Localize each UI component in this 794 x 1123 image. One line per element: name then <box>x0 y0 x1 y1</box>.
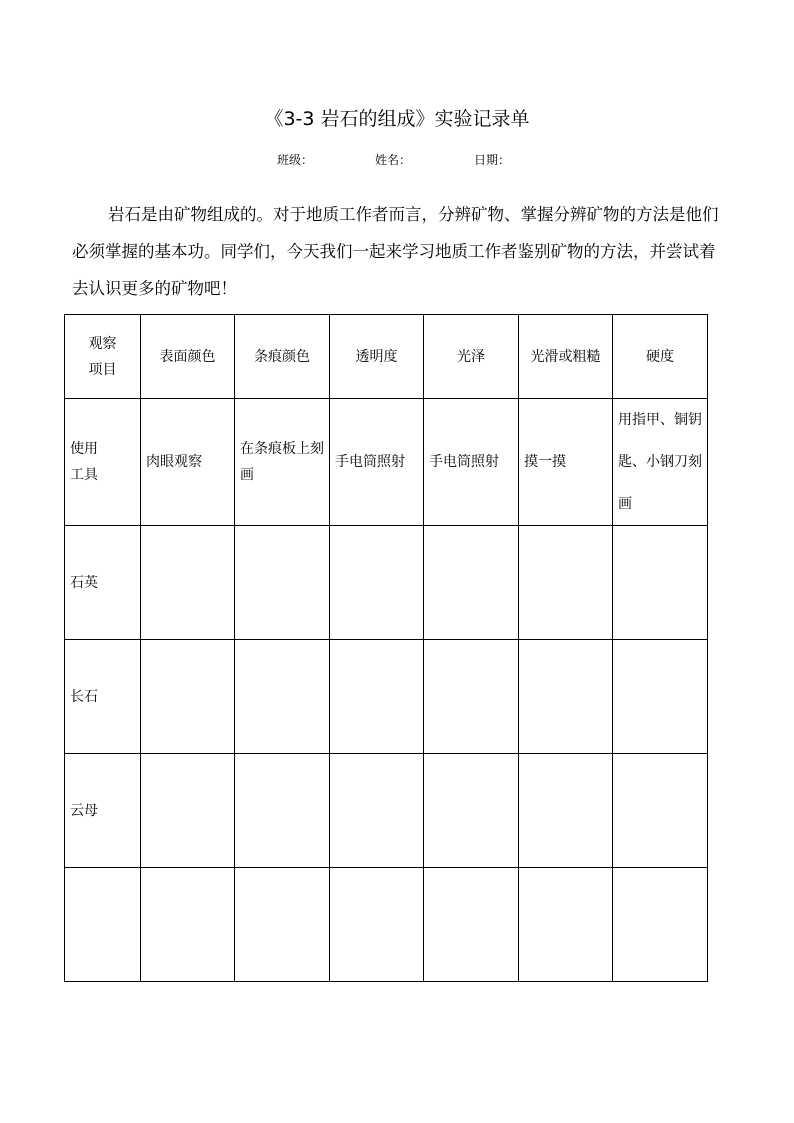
column-header-hardness: 硬度 <box>613 315 708 399</box>
blank-answer-cell[interactable] <box>235 526 330 640</box>
table-row <box>65 754 708 868</box>
blank-answer-cell[interactable] <box>613 526 708 640</box>
intro-paragraph: 岩石是由矿物组成的。对于地质工作者而言，分辨矿物、掌握分辨矿物的方法是他们必须掌握的基本功。同学们，今天我们一起来学习地质工作者鉴别矿物的方法，并尝试着去认识更多的矿物吧！ <box>72 205 719 298</box>
corner-cell <box>65 315 141 399</box>
table-header-row <box>65 315 708 399</box>
blank-answer-cell[interactable] <box>424 868 519 982</box>
blank-answer-cell[interactable] <box>519 868 613 982</box>
blank-answer-cell[interactable] <box>330 526 424 640</box>
blank-answer-cell[interactable] <box>519 754 613 868</box>
blank-answer-cell[interactable] <box>613 640 708 754</box>
blank-answer-cell[interactable] <box>235 868 330 982</box>
mineral-name: 云母 <box>65 754 141 868</box>
tool-cell: 手电筒照射 <box>330 399 424 526</box>
blank-answer-cell[interactable] <box>613 754 708 868</box>
blank-answer-cell[interactable] <box>424 754 519 868</box>
blank-answer-cell[interactable] <box>519 640 613 754</box>
page-title: 《3-3 岩石的组成》实验记录单 <box>264 108 530 130</box>
mineral-name[interactable] <box>65 868 141 982</box>
column-header-surface-color: 表面颜色 <box>141 315 235 399</box>
blank-answer-cell[interactable] <box>613 868 708 982</box>
name-label: 姓名： <box>375 153 412 167</box>
tools-row <box>65 399 708 526</box>
mineral-name: 石英 <box>65 526 141 640</box>
blank-answer-cell[interactable] <box>424 526 519 640</box>
column-header-streak-color: 条痕颜色 <box>235 315 330 399</box>
class-label: 班级： <box>277 153 314 167</box>
tools-label-line1: 使用 <box>70 441 98 457</box>
blank-answer-cell[interactable] <box>141 754 235 868</box>
corner-label-line1: 观察 <box>88 335 117 352</box>
tool-cell: 用指甲、铜钥匙、小钢刀刻画 <box>613 399 708 526</box>
table-row <box>65 526 708 640</box>
tool-cell: 手电筒照射 <box>424 399 519 526</box>
mineral-name: 长石 <box>65 640 141 754</box>
column-header-texture: 光滑或粗糙 <box>519 315 613 399</box>
blank-answer-cell[interactable] <box>141 526 235 640</box>
blank-answer-cell[interactable] <box>330 868 424 982</box>
experiment-record-table <box>64 314 708 982</box>
table-row <box>65 640 708 754</box>
blank-answer-cell[interactable] <box>424 640 519 754</box>
tools-label-line2: 工具 <box>70 467 98 483</box>
table-row <box>65 868 708 982</box>
blank-answer-cell[interactable] <box>235 754 330 868</box>
blank-answer-cell[interactable] <box>330 640 424 754</box>
tool-cell: 在条痕板上刻画 <box>235 399 330 526</box>
tool-cell: 摸一摸 <box>519 399 613 526</box>
blank-answer-cell[interactable] <box>235 640 330 754</box>
blank-answer-cell[interactable] <box>141 640 235 754</box>
corner-label-line2: 项目 <box>88 361 117 378</box>
blank-answer-cell[interactable] <box>330 754 424 868</box>
date-label: 日期： <box>474 153 511 167</box>
column-header-luster: 光泽 <box>424 315 519 399</box>
tool-cell: 肉眼观察 <box>141 399 235 526</box>
column-header-transparency: 透明度 <box>330 315 424 399</box>
tools-label-cell <box>65 399 141 526</box>
blank-answer-cell[interactable] <box>519 526 613 640</box>
blank-answer-cell[interactable] <box>141 868 235 982</box>
